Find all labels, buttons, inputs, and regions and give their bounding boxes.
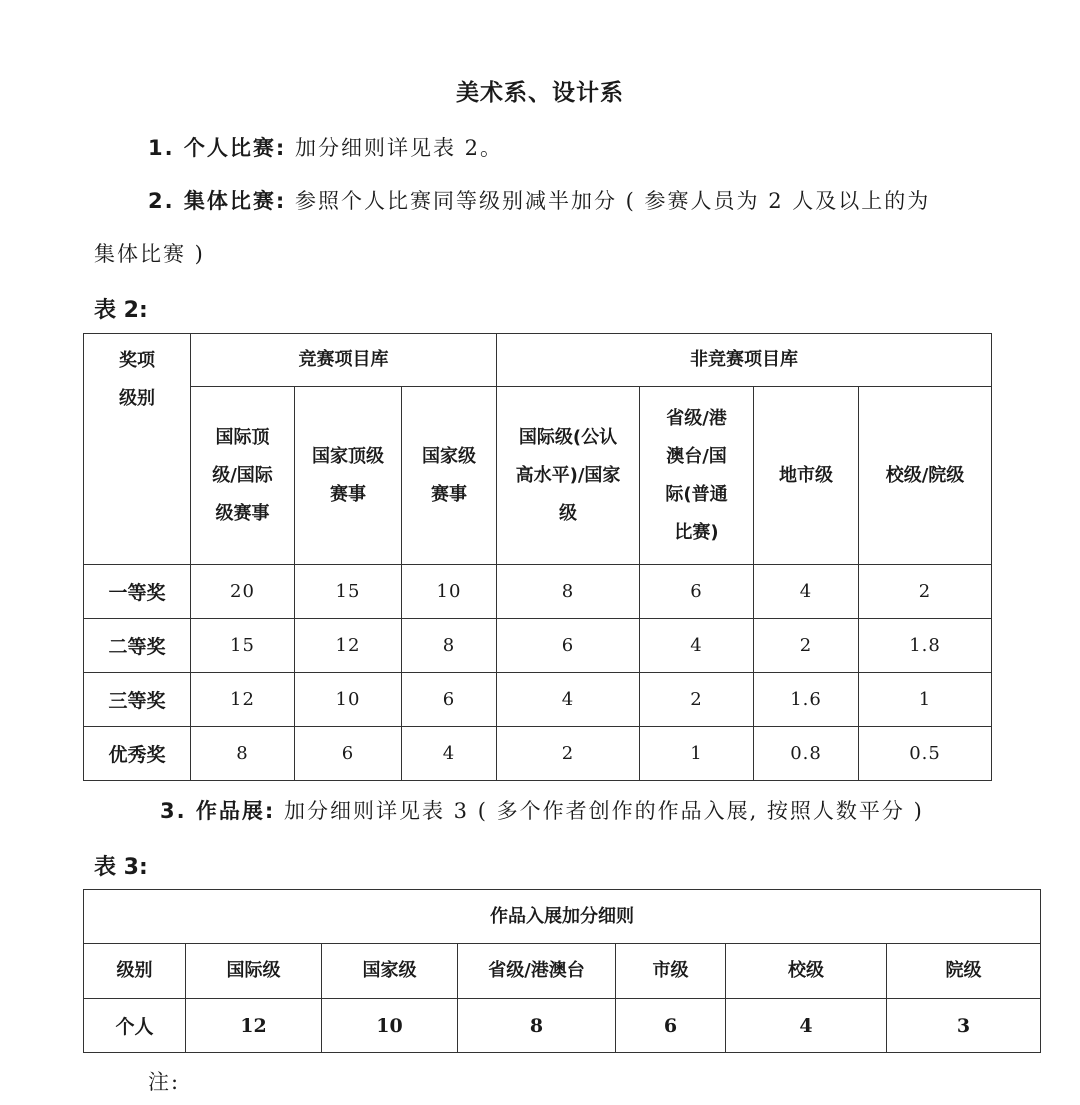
table-2-col-header: 地市级 [754,387,859,565]
table-2-cell: 4 [497,673,640,727]
table-2-cell: 2 [754,619,859,673]
table-row [84,565,992,619]
table-2-cell: 0.5 [859,727,992,781]
table-2-col-header: 国家顶级赛事 [295,387,402,565]
table-row [84,727,992,781]
table-3-cell: 6 [616,999,726,1053]
item-1-label: 1. 个人比赛: [148,136,287,160]
table-row [84,673,992,727]
table-2-cell: 12 [191,673,295,727]
table-2-cell: 8 [497,565,640,619]
table-2-cell: 6 [295,727,402,781]
table-2-corner: 奖项级别 [84,334,191,565]
table-3 [83,889,1041,1053]
table-2-cell: 4 [640,619,754,673]
item-3-label: 3. 作品展: [160,799,276,823]
table-2-col-header: 国际顶级/国际级赛事 [191,387,295,565]
table-2 [83,333,992,781]
table-2-col-header: 校级/院级 [859,387,992,565]
table-2-cell: 8 [191,727,295,781]
table-3-header: 国际级 [186,944,322,999]
table-3-header: 省级/港澳台 [458,944,616,999]
table-2-row-label: 优秀奖 [84,727,191,781]
table-2-row-label: 三等奖 [84,673,191,727]
item-2-label: 2. 集体比赛: [148,189,287,213]
item-3 [160,791,924,831]
table-2-cell: 1 [640,727,754,781]
table-3-cell: 4 [726,999,887,1053]
table-2-label: 表 2: [94,298,148,323]
item-1-text: 加分细则详见表 2。 [295,136,504,160]
item-1 [148,128,503,168]
table-2-cell: 1 [859,673,992,727]
table-2-cell: 15 [191,619,295,673]
table-2-cell: 6 [402,673,497,727]
table-2-cell: 6 [497,619,640,673]
table-2-group-competition: 竞赛项目库 [191,334,497,387]
table-3-header: 国家级 [322,944,458,999]
table-2-cell: 10 [295,673,402,727]
table-2-cell: 4 [754,565,859,619]
table-3-cell: 3 [887,999,1041,1053]
table-3-header: 级别 [84,944,186,999]
table-2-cell: 15 [295,565,402,619]
table-2-col-header: 省级/港澳台/国际(普通比赛) [640,387,754,565]
item-2-continuation: 集体比赛 ) [94,242,205,266]
table-2-cell: 4 [402,727,497,781]
table-3-label: 表 3: [94,855,148,880]
table-row [84,944,1041,999]
table-2-row-label: 一等奖 [84,565,191,619]
table-3-header: 院级 [887,944,1041,999]
table-row [84,999,1041,1053]
table-2-col-header: 国家级赛事 [402,387,497,565]
table-row [84,619,992,673]
table-2-cell: 2 [859,565,992,619]
item-2 [148,181,930,221]
table-3-cell: 12 [186,999,322,1053]
table-3-header: 市级 [616,944,726,999]
table-2-cell: 20 [191,565,295,619]
table-3-cell: 8 [458,999,616,1053]
table-2-cell: 12 [295,619,402,673]
table-3-header: 校级 [726,944,887,999]
table-2-group-noncompetition: 非竞赛项目库 [497,334,992,387]
item-2-text-line1: 参照个人比赛同等级别减半加分 ( 参赛人员为 2 人及以上的为 [295,189,931,213]
table-2-row-label: 二等奖 [84,619,191,673]
table-2-cell: 1.8 [859,619,992,673]
section-heading: 美术系、设计系 [456,80,624,106]
table-3-title: 作品入展加分细则 [84,890,1041,944]
table-2-cell: 0.8 [754,727,859,781]
table-2-cell: 1.6 [754,673,859,727]
table-3-cell: 10 [322,999,458,1053]
table-3-row-label: 个人 [84,999,186,1053]
table-2-cell: 6 [640,565,754,619]
item-3-text: 加分细则详见表 3 ( 多个作者创作的作品入展, 按照人数平分 ) [284,799,924,823]
table-2-cell: 10 [402,565,497,619]
table-2-cell: 8 [402,619,497,673]
table-2-cell: 2 [497,727,640,781]
table-2-col-header: 国际级(公认高水平)/国家级 [497,387,640,565]
table-2-cell: 2 [640,673,754,727]
note-label: 注: [148,1070,181,1094]
